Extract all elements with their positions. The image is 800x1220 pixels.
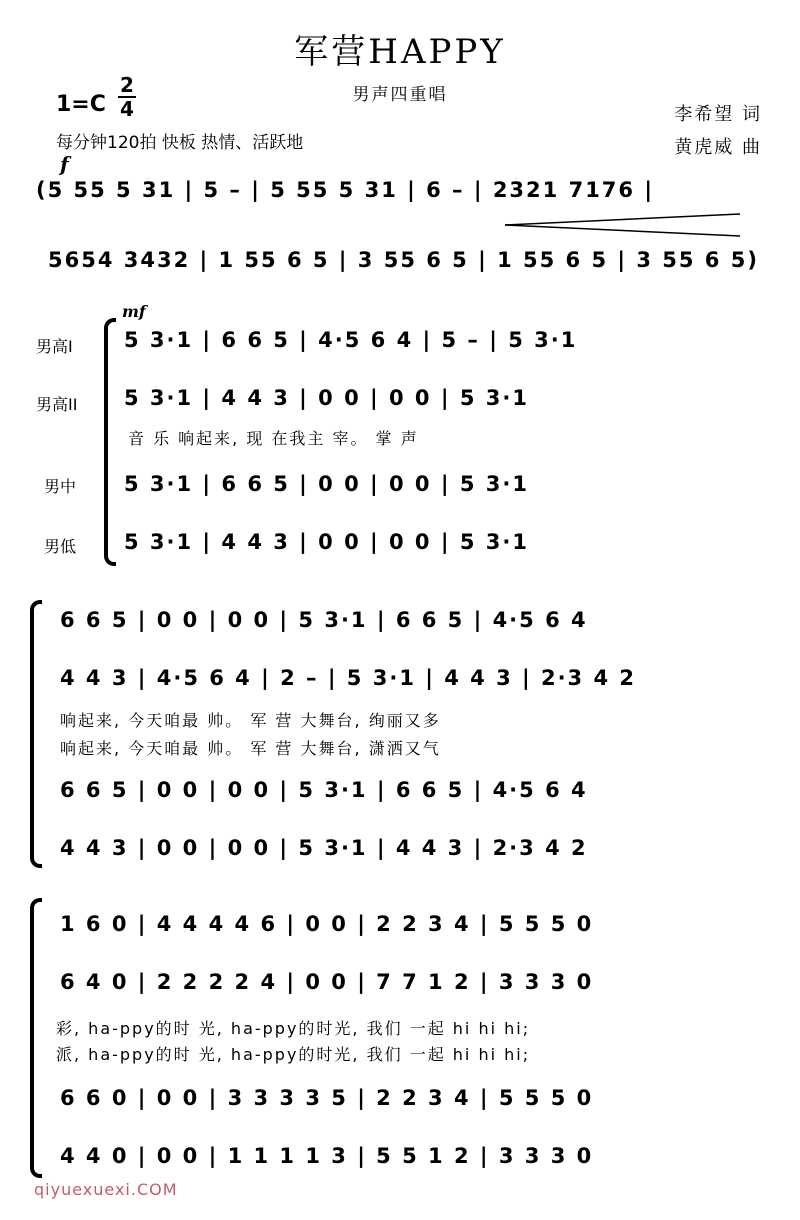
system-2-tenor-1: 6 6 5 | 0 0 | 0 0 | 5 3·1 | 6 6 5 | 4·5 6 4 [60, 608, 588, 632]
intro-line-2: 5654 3432 | 1 55 6 5 | 3 55 6 5 | 1 55 6 5 | 3 55 6 5) [48, 248, 759, 272]
dynamic-forte: f [60, 152, 69, 176]
system-3-brace [30, 898, 42, 1178]
system-3-lyric-2: 派, ha-ppy的时 光, ha-ppy的时光, 我们 一起 hi hi hi; [56, 1045, 531, 1064]
tempo-marking: 每分钟120拍 快板 热情、活跃地 [56, 133, 304, 153]
system-1-baritone: 5 3·1 | 6 6 5 | 0 0 | 0 0 | 5 3·1 [124, 472, 529, 496]
system-3-tenor-2: 6 4 0 | 2 2 2 2 4 | 0 0 | 7 7 1 2 | 3 3 3 0 [60, 970, 594, 994]
composer-credit: 黄虎威 曲 [674, 137, 762, 158]
system-2-tenor-2: 4 4 3 | 4·5 6 4 | 2 – | 5 3·1 | 4 4 3 | 2·3 4 2 [60, 666, 637, 690]
voice-label-baritone: 男中 [44, 477, 77, 496]
system-1-tenor-1: 5 3·1 | 6 6 5 | 4·5 6 4 | 5 – | 5 3·1 [124, 328, 578, 352]
system-1-brace [104, 318, 116, 566]
crescendo-mark [505, 210, 745, 240]
system-2-bass: 4 4 3 | 0 0 | 0 0 | 5 3·1 | 4 4 3 | 2·3 4 2 [60, 836, 588, 860]
time-signature-bottom: 4 [120, 97, 134, 121]
system-1-lyric: 音 乐 响起来, 现 在我主 宰。 掌 声 [128, 429, 419, 448]
key-signature: 1=C [56, 92, 106, 117]
system-1-bass: 5 3·1 | 4 4 3 | 0 0 | 0 0 | 5 3·1 [124, 530, 529, 554]
system-2-baritone: 6 6 5 | 0 0 | 0 0 | 5 3·1 | 6 6 5 | 4·5 6 4 [60, 778, 588, 802]
system-3-lyric-1: 彩, ha-ppy的时 光, ha-ppy的时光, 我们 一起 hi hi hi; [56, 1019, 531, 1038]
intro-line-1: (5 55 5 31 | 5 – | 5 55 5 31 | 6 – | 2321 7176 | [36, 178, 655, 202]
voice-label-tenor-2: 男高II [36, 395, 78, 414]
system-3-baritone: 6 6 0 | 0 0 | 3 3 3 3 5 | 2 2 3 4 | 5 5 5 0 [60, 1086, 594, 1110]
voice-label-bass: 男低 [44, 537, 77, 556]
system-3-bass: 4 4 0 | 0 0 | 1 1 1 1 3 | 5 5 1 2 | 3 3 3 0 [60, 1144, 594, 1168]
system-2-lyric-2: 响起来, 今天咱最 帅。 军 营 大舞台, 潇洒又气 [60, 739, 441, 758]
system-3-tenor-1: 1 6 0 | 4 4 4 4 6 | 0 0 | 2 2 3 4 | 5 5 5 0 [60, 912, 594, 936]
time-signature [118, 74, 136, 120]
lyricist-credit: 李希望 词 [674, 104, 762, 125]
time-signature-top: 2 [118, 74, 136, 98]
score-title: 军营HAPPY [294, 32, 506, 72]
system-2-brace [30, 600, 42, 868]
system-1-tenor-2: 5 3·1 | 4 4 3 | 0 0 | 0 0 | 5 3·1 [124, 386, 529, 410]
system-2-lyric-1: 响起来, 今天咱最 帅。 军 营 大舞台, 绚丽又多 [60, 711, 441, 730]
dynamic-mezzo-forte: mf [122, 302, 146, 321]
voice-label-tenor-1: 男高I [36, 337, 73, 356]
score-subtitle: 男声四重唱 [352, 85, 448, 105]
site-watermark: qiyuexuexi.COM [34, 1180, 178, 1199]
